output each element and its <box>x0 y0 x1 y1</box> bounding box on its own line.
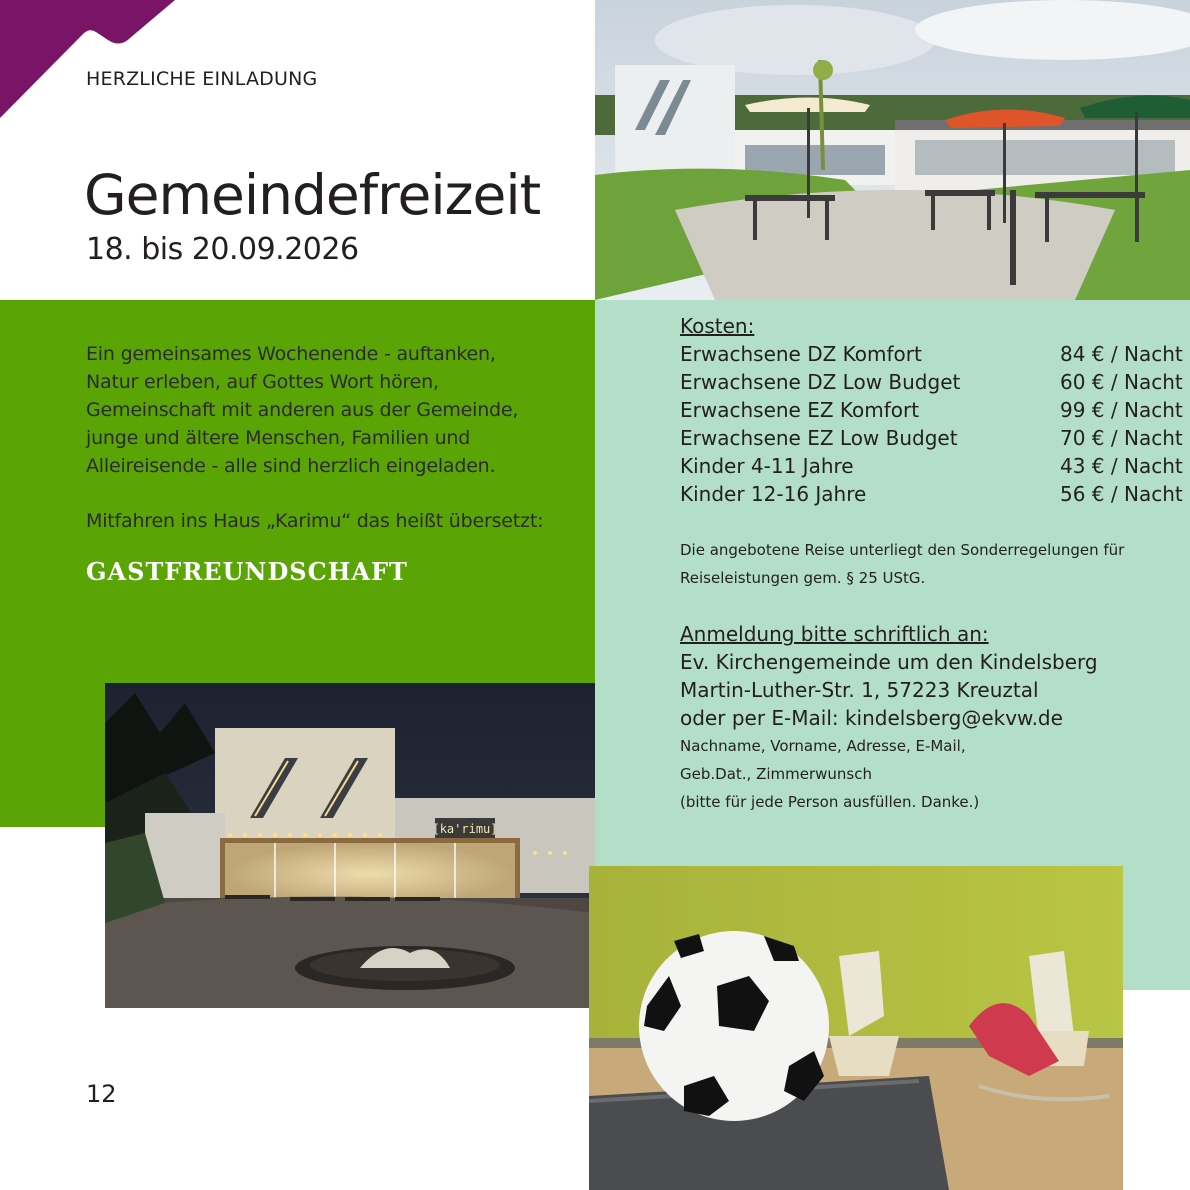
cost-row <box>680 396 1183 424</box>
cost-price: 99 € / Nacht <box>1060 398 1183 422</box>
cost-row <box>680 480 1183 508</box>
event-dates: 18. bis 20.09.2026 <box>86 232 359 267</box>
tax-note-line: Reiseleistungen gem. § 25 UStG. <box>680 569 926 587</box>
cost-price: 56 € / Nacht <box>1060 482 1183 506</box>
cost-label: Kinder 12-16 Jahre <box>680 482 867 506</box>
cost-price: 60 € / Nacht <box>1060 370 1183 394</box>
registration-fields: (bitte für jede Person ausfüllen. Danke.) <box>680 793 980 811</box>
cost-table <box>680 312 1183 508</box>
registration-fields: Geb.Dat., Zimmerwunsch <box>680 765 872 783</box>
tax-note <box>680 536 1185 592</box>
highlight-word: GASTFREUNDSCHAFT <box>86 557 408 586</box>
courtyard-photo <box>595 0 1190 300</box>
karimu-sign: [ka'rimu] <box>432 822 498 836</box>
cost-label: Kinder 4-11 Jahre <box>680 454 854 478</box>
house-line: Mitfahren ins Haus „Karimu“ das heißt übersetzt: <box>86 510 544 532</box>
cost-label: Erwachsene EZ Komfort <box>680 398 920 422</box>
cost-row <box>680 368 1183 396</box>
cost-label: Erwachsene EZ Low Budget <box>680 426 958 450</box>
intro-paragraph <box>86 340 586 480</box>
page-title: Gemeindefreizeit <box>84 163 541 227</box>
playroom-photo <box>589 866 1123 1190</box>
registration-fields: Nachname, Vorname, Adresse, E-Mail, <box>680 737 966 755</box>
registration-email[interactable]: oder per E-Mail: kindelsberg@ekvw.de <box>680 706 1063 730</box>
registration-block <box>680 620 1185 816</box>
intro-line: Alleireisende - alle sind herzlich eingeladen. <box>86 455 496 477</box>
corner-ribbon <box>0 0 180 125</box>
cost-row <box>680 424 1183 452</box>
page-number: 12 <box>86 1080 117 1108</box>
cost-price: 84 € / Nacht <box>1060 342 1183 366</box>
registration-address: Ev. Kirchengemeinde um den Kindelsberg <box>680 650 1098 674</box>
cost-heading: Kosten: <box>680 314 755 338</box>
registration-heading: Anmeldung bitte schriftlich an: <box>680 622 989 646</box>
house-night-photo <box>105 683 595 1008</box>
intro-line: Natur erleben, auf Gottes Wort hören, <box>86 371 439 393</box>
cost-price: 43 € / Nacht <box>1060 454 1183 478</box>
cost-label: Erwachsene DZ Komfort <box>680 342 922 366</box>
intro-line: Ein gemeinsames Wochenende - auftanken, <box>86 343 496 365</box>
cost-label: Erwachsene DZ Low Budget <box>680 370 961 394</box>
intro-line: Gemeinschaft mit anderen aus der Gemeinde, <box>86 399 519 421</box>
cost-row <box>680 340 1183 368</box>
registration-address: Martin-Luther-Str. 1, 57223 Kreuztal <box>680 678 1039 702</box>
tax-note-line: Die angebotene Reise unterliegt den Sonderregelungen für <box>680 541 1125 559</box>
intro-line: junge und ältere Menschen, Familien und <box>86 427 471 449</box>
cost-price: 70 € / Nacht <box>1060 426 1183 450</box>
section-kicker: HERZLICHE EINLADUNG <box>86 68 318 90</box>
cost-row <box>680 452 1183 480</box>
